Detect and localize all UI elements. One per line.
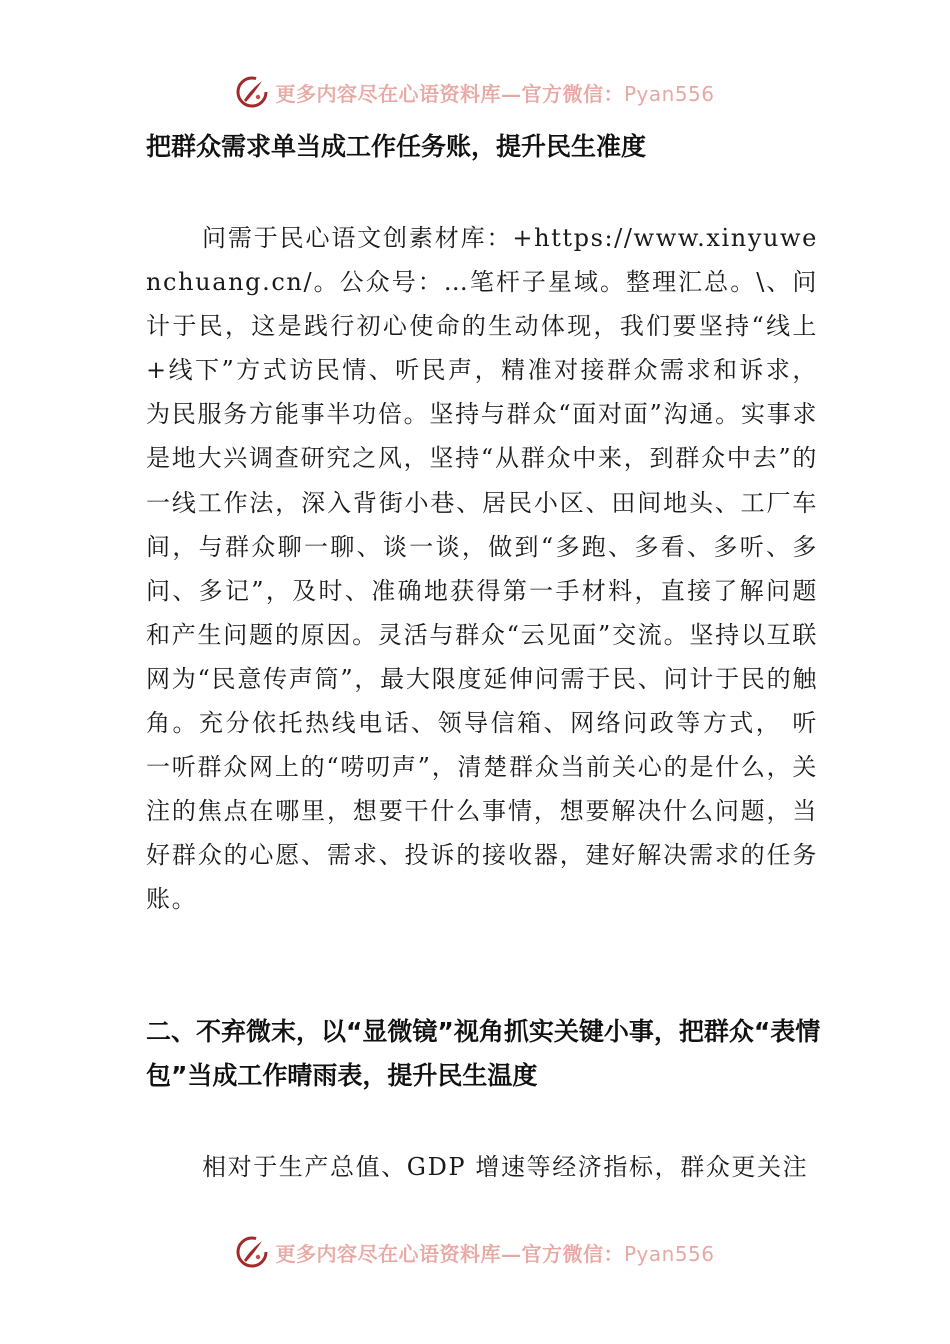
brush-logo-icon bbox=[235, 75, 269, 109]
body-paragraph: 相对于生产总值、GDP 增速等经济指标，群众更关注 bbox=[202, 1153, 809, 1181]
section-heading: 把群众需求单当成工作任务账，提升民生准度 bbox=[146, 132, 647, 161]
body-paragraph: 问需于民心语文创素材库：+https://www.xinyuwenchuang.cn/。公众号：…笔杆子星域。整理汇总。\、问计于民，这是践行初心使命的生动体现，我们要坚持“线上+线下”方式访民情、听民声，精准对接群众需求和诉求，为民服务方能事半功倍。坚持与群众“面对面”沟通。实事求是地大兴调查研究之风，坚持“从群众中来，到群众中去”的一线工作法，深入背街小巷、居民小区、田间地头、工厂车间，与群众聊一聊、谈一谈，做到“多跑、多看、多听、多问、多记”，及时、准确地获得第一手材料，直接了解问题和产生问题的原因。灵活与群众“云见面”交流。坚持以互联网为“民意传声筒”，最大限度延伸问需于民、问计于民的触角。充分依托热线电话、领导信箱、网络问政等方式， 听一听群众网上的“唠叨声”，清楚群众当前关心的是什么，关注的焦点在哪里，想要干什么事情，想要解决什么问题，当好群众的心愿、需求、投诉的接收器，建好解决需求的任务账。 bbox=[146, 224, 818, 914]
watermark-banner-bottom bbox=[0, 1230, 950, 1274]
watermark-text: 更多内容尽在心语资料库—官方微信：Pyan556 bbox=[275, 1241, 715, 1266]
watermark-handle: Pyan556 bbox=[623, 1241, 715, 1266]
watermark-handle: Pyan556 bbox=[623, 81, 715, 106]
section-heading: 二、不弃微末，以“显微镜”视角抓实关键小事，把群众“表情包”当成工作晴雨表，提升民生温度 bbox=[146, 1017, 821, 1090]
watermark-text: 更多内容尽在心语资料库—官方微信：Pyan556 bbox=[275, 81, 715, 106]
watermark-banner-top bbox=[0, 70, 950, 114]
brush-logo-icon bbox=[235, 1235, 269, 1269]
